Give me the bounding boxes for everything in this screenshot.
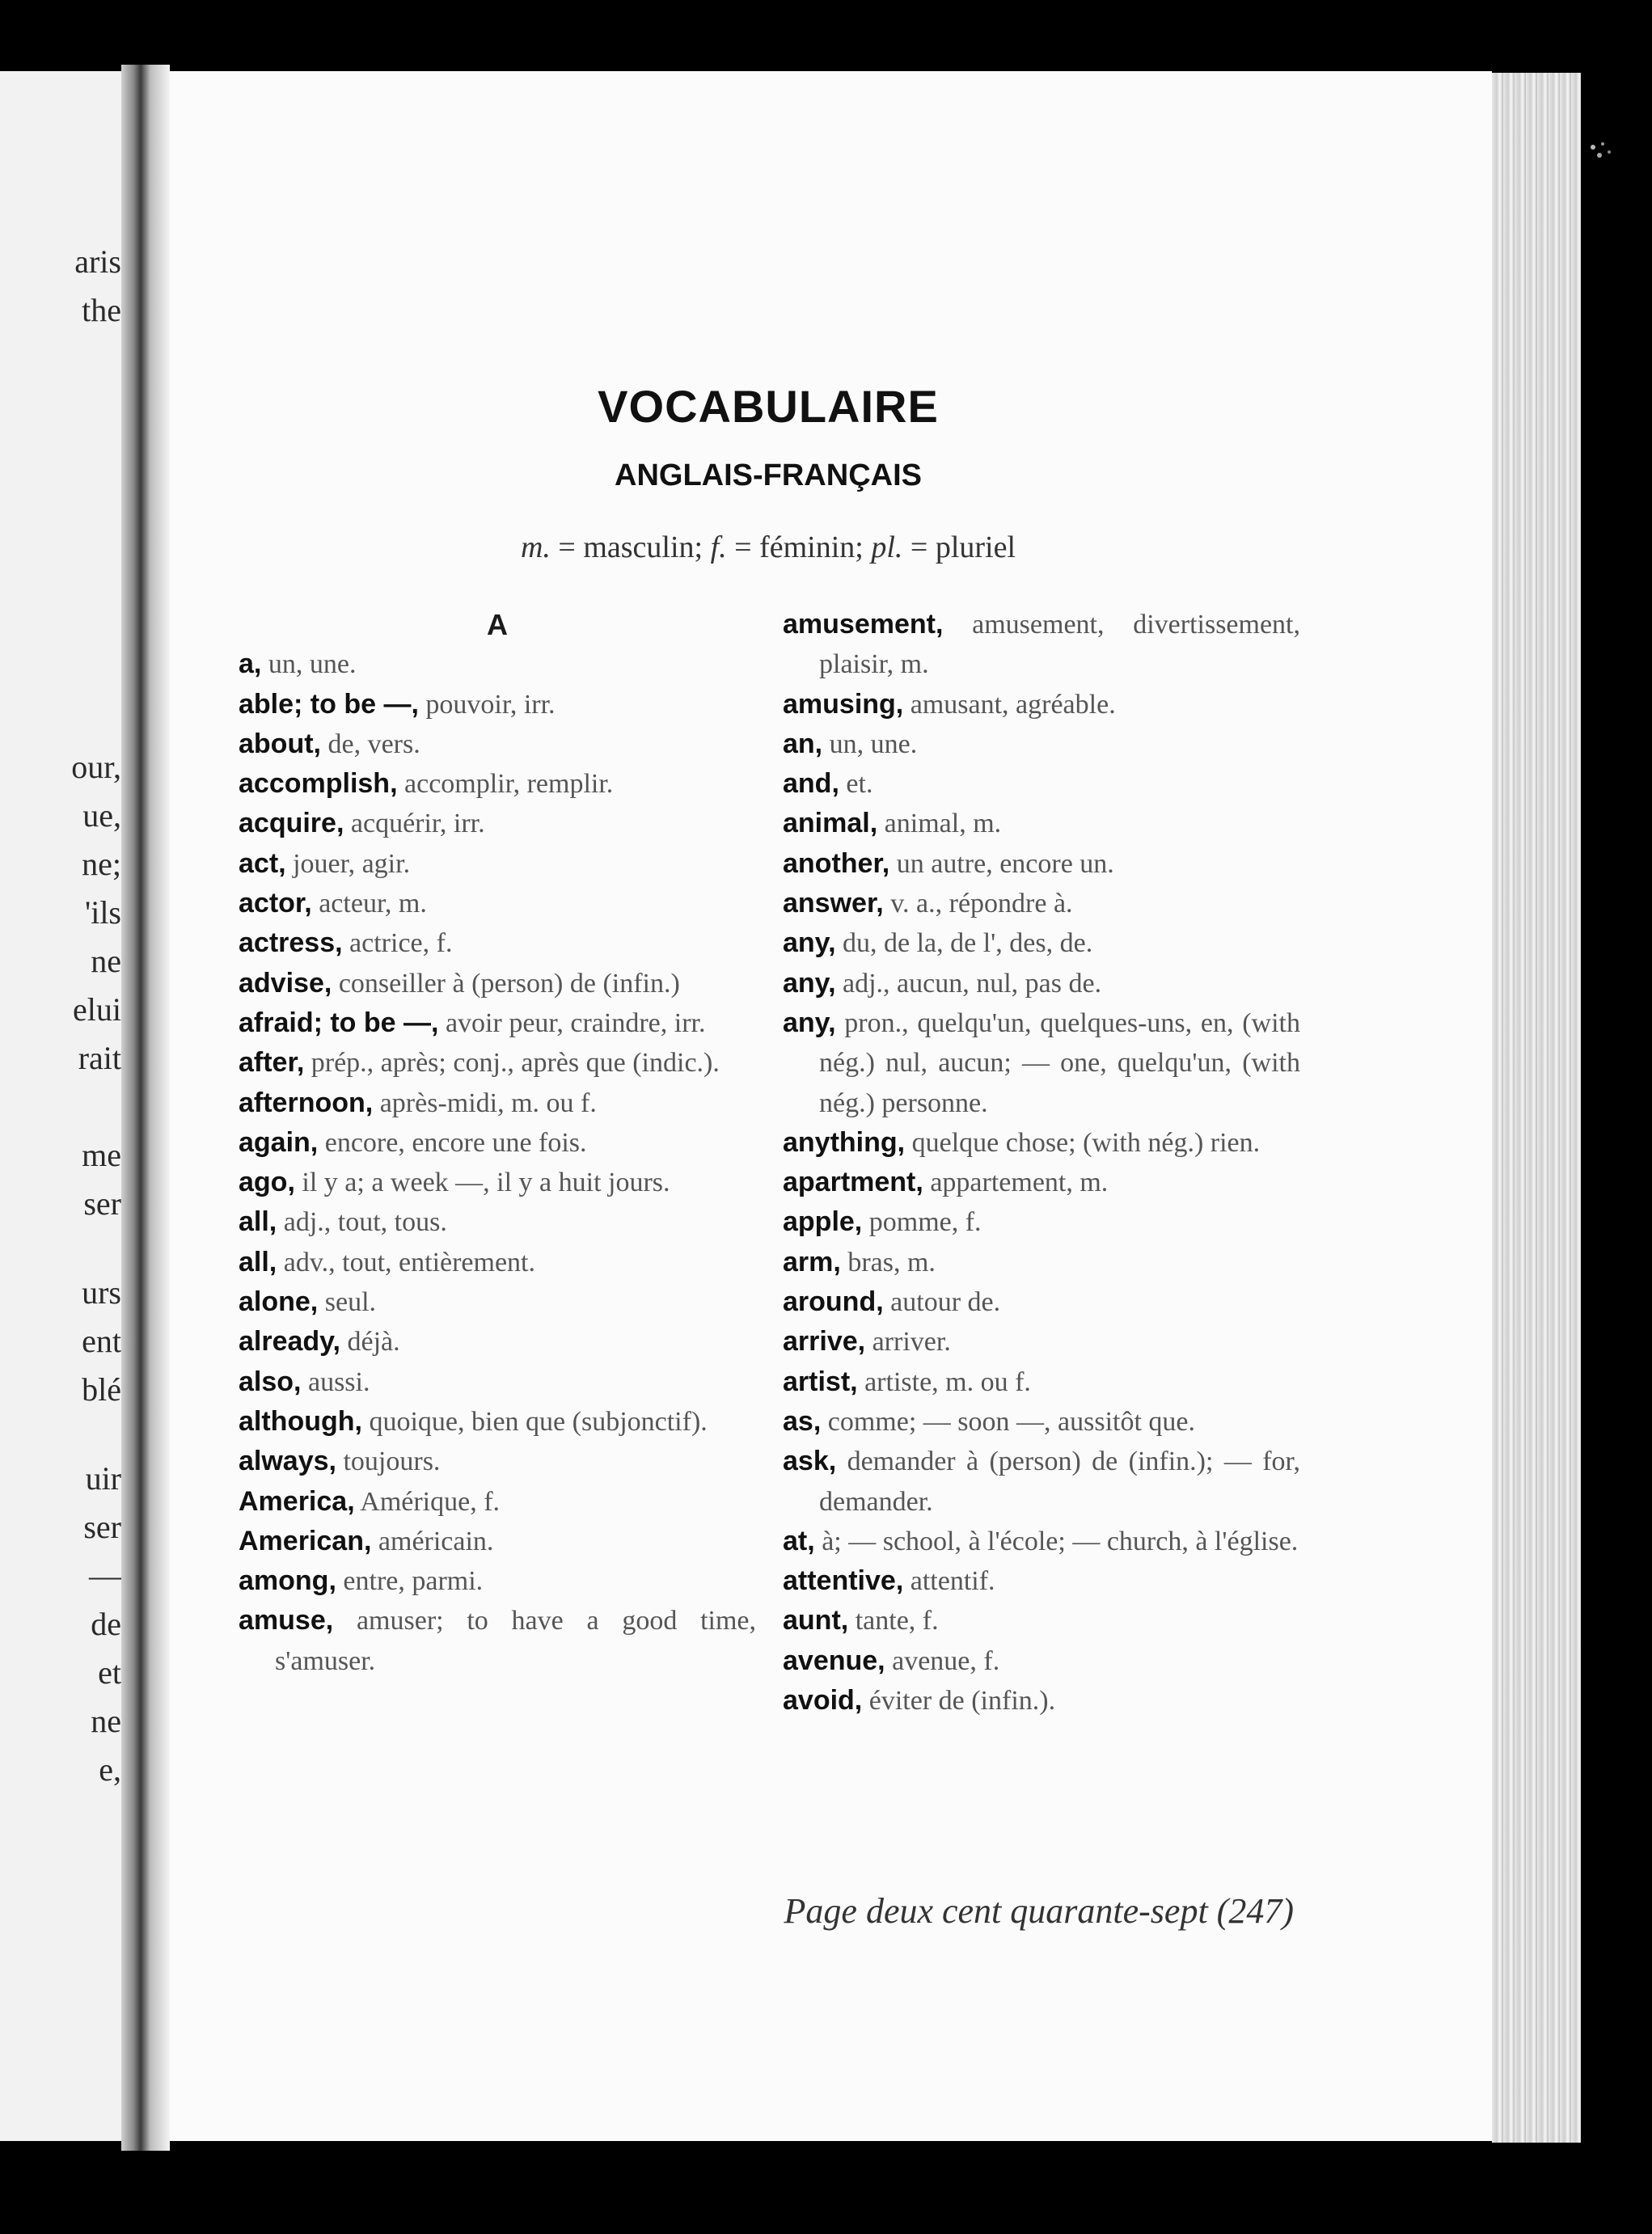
facing-page-fragment: — <box>89 1557 121 1594</box>
entry-headword: amusement, <box>783 609 944 640</box>
vocab-entry <box>239 844 756 884</box>
vocab-entry <box>239 1442 756 1481</box>
entry-translation: de, vers. <box>327 728 420 759</box>
vocab-entry <box>239 1362 756 1402</box>
facing-page-fragment: the <box>82 292 121 328</box>
entry-headword: already, <box>239 1326 341 1358</box>
page-edges <box>1492 73 1581 2143</box>
vocab-entry <box>239 1402 756 1442</box>
entry-translation: un, une. <box>829 728 918 759</box>
entry-translation: autour de. <box>890 1287 1001 1318</box>
vocab-entry <box>239 644 756 684</box>
page-footer: Page deux cent quarante-sept (247) <box>784 1891 1294 1931</box>
entry-headword: anything, <box>783 1126 906 1158</box>
entry-translation: animal, m. <box>884 809 1002 839</box>
entry-translation: un autre, encore un. <box>896 848 1114 879</box>
entry-translation: et. <box>846 769 873 800</box>
entry-headword: acquire, <box>239 808 344 839</box>
facing-page-fragment: e, <box>99 1751 121 1788</box>
vocab-entry <box>783 964 1300 1003</box>
entry-headword: apartment, <box>783 1167 923 1198</box>
vocab-entry <box>783 844 1300 884</box>
vocab-entry <box>239 923 756 963</box>
entry-headword: an, <box>783 728 823 759</box>
entry-translation: Amérique, f. <box>360 1486 501 1517</box>
vocab-entry <box>239 1043 756 1083</box>
entry-translation: déjà. <box>347 1327 400 1358</box>
entry-translation: demander à (person) de (infin.); — for, demander. <box>819 1446 1300 1517</box>
vocab-entry <box>239 884 756 923</box>
entry-translation: un, une. <box>268 649 357 680</box>
facing-page-fragment: et <box>98 1654 121 1691</box>
entry-headword: amuse, <box>239 1605 334 1636</box>
vocab-entry <box>239 685 756 724</box>
entry-headword: also, <box>239 1366 302 1397</box>
entry-translation: conseiller à (person) de (infin.) <box>338 968 680 999</box>
vocab-entry <box>239 1243 756 1282</box>
vocab-entry <box>783 1243 1300 1282</box>
entry-translation: bras, m. <box>847 1247 936 1277</box>
vocab-entry <box>239 1123 756 1163</box>
entry-translation: amusant, agréable. <box>910 689 1116 720</box>
entry-headword: apple, <box>783 1206 863 1238</box>
vocab-entry <box>783 1522 1300 1561</box>
facing-page-fragment: rait <box>78 1040 121 1076</box>
entry-headword: answer, <box>783 888 884 919</box>
vocab-entry <box>239 1522 756 1561</box>
entry-headword: another, <box>783 847 890 879</box>
entry-translation: adv., tout, entièrement. <box>283 1247 535 1277</box>
entry-headword: advise, <box>239 967 332 999</box>
legend-f-abbr: f. <box>710 530 727 564</box>
right-column <box>783 605 1300 1721</box>
page-title: VOCABULAIRE <box>598 381 939 432</box>
entry-headword: again, <box>239 1126 319 1158</box>
facing-page-fragment: aris <box>74 243 121 280</box>
vocab-entry <box>783 1561 1300 1601</box>
entry-translation: pron., quelqu'un, quelques-uns, en, (with nég.) nul, aucun; — one, quelqu'un, (with nég.) personne. <box>819 1007 1300 1118</box>
entry-headword: America, <box>239 1485 355 1517</box>
facing-page-fragment: uir <box>85 1460 121 1497</box>
entry-headword: able; to be —, <box>239 688 419 720</box>
entry-translation: pouvoir, irr. <box>425 689 556 720</box>
entry-translation: tante, f. <box>855 1606 939 1636</box>
facing-page-fragment: ne; <box>82 846 121 882</box>
entry-headword: aunt, <box>783 1605 849 1636</box>
entry-translation: après-midi, m. ou f. <box>379 1087 597 1118</box>
legend-f-def: = féminin; <box>734 530 864 564</box>
entry-translation: prép., après; conj., après que (indic.). <box>311 1048 720 1079</box>
vocab-entry <box>783 884 1300 923</box>
facing-page-fragment: me <box>82 1137 121 1173</box>
entry-headword: always, <box>239 1446 336 1477</box>
vocab-entry <box>783 1003 1300 1123</box>
vocab-entry <box>783 1601 1300 1641</box>
entry-headword: as, <box>783 1405 822 1437</box>
facing-page <box>0 71 121 2141</box>
vocab-entry <box>783 804 1300 843</box>
vocab-entry <box>783 764 1300 804</box>
entry-headword: animal, <box>783 808 878 839</box>
entry-translation: adj., tout, tous. <box>283 1207 447 1238</box>
entry-headword: although, <box>239 1405 362 1437</box>
facing-page-fragment: 'ils <box>85 894 121 931</box>
entry-translation: quoique, bien que (subjonctif). <box>369 1406 708 1437</box>
vocab-entry <box>783 923 1300 963</box>
entry-headword: attentive, <box>783 1565 904 1597</box>
entry-translation: amuser; to have a good time, s'amuser. <box>275 1606 757 1676</box>
vocab-entry <box>783 1202 1300 1242</box>
vocab-entry <box>783 1442 1300 1522</box>
vocab-entry <box>783 1322 1300 1362</box>
entry-translation: entre, parmi. <box>343 1566 484 1597</box>
entry-translation: attentif. <box>910 1566 995 1597</box>
entry-headword: about, <box>239 728 321 759</box>
entry-headword: American, <box>239 1525 372 1556</box>
entry-headword: all, <box>239 1246 277 1277</box>
entry-translation: avenue, f. <box>892 1645 1000 1676</box>
vocab-entry <box>239 724 756 764</box>
vocab-entry <box>239 1202 756 1242</box>
entry-translation: amusement, divertissement, plaisir, m. <box>819 610 1300 680</box>
entry-translation: arriver. <box>872 1327 951 1358</box>
entry-translation: il y a; a week —, il y a huit jours. <box>302 1168 670 1198</box>
entry-headword: any, <box>783 927 836 959</box>
entry-headword: any, <box>783 967 836 999</box>
vocab-entry <box>239 804 756 843</box>
vocab-entry <box>783 685 1300 724</box>
entry-translation: toujours. <box>343 1446 441 1477</box>
entry-translation: accomplir, remplir. <box>404 769 614 800</box>
legend-m-abbr: m. <box>520 530 551 564</box>
vocab-entry <box>783 724 1300 764</box>
entry-translation: appartement, m. <box>930 1168 1109 1198</box>
facing-page-fragment: our, <box>71 749 121 785</box>
entry-headword: ago, <box>239 1167 295 1198</box>
facing-page-fragment: ser <box>83 1185 121 1222</box>
entry-headword: afraid; to be —, <box>239 1007 439 1038</box>
entry-headword: any, <box>783 1007 836 1038</box>
facing-page-fragment: ue, <box>82 797 121 834</box>
vocab-entry <box>783 1123 1300 1163</box>
facing-page-fragment: ser <box>83 1509 121 1545</box>
entry-headword: arm, <box>783 1246 841 1277</box>
entry-translation: artiste, m. ou f. <box>864 1366 1031 1397</box>
vocab-entry <box>783 1681 1300 1721</box>
entry-headword: after, <box>239 1047 305 1079</box>
entry-headword: actor, <box>239 888 312 919</box>
entry-translation: acteur, m. <box>319 889 427 919</box>
entry-translation: avoir peur, craindre, irr. <box>445 1007 706 1038</box>
entry-headword: artist, <box>783 1366 858 1397</box>
entry-headword: avoid, <box>783 1685 863 1717</box>
legend-m-def: = masculin; <box>558 530 703 564</box>
entry-headword: arrive, <box>783 1326 866 1358</box>
entry-headword: around, <box>783 1286 884 1318</box>
vocab-entry <box>239 1163 756 1202</box>
vocab-entry <box>239 1282 756 1322</box>
vocab-entry <box>239 1083 756 1123</box>
entry-translation: v. a., répondre à. <box>890 889 1073 919</box>
vocab-entry <box>783 1163 1300 1202</box>
entry-translation: jouer, agir. <box>293 848 411 879</box>
entry-headword: among, <box>239 1565 336 1597</box>
entry-translation: acquérir, irr. <box>350 809 485 839</box>
entry-translation: quelque chose; (with nég.) rien. <box>911 1127 1261 1158</box>
vocab-entry <box>239 1322 756 1362</box>
entry-headword: and, <box>783 768 839 800</box>
vocab-entry <box>239 1601 756 1681</box>
facing-page-fragment: ne <box>91 943 121 979</box>
vocab-entry <box>783 1362 1300 1402</box>
left-entry-list <box>239 644 756 1681</box>
legend-pl-abbr: pl. <box>871 530 903 564</box>
vocab-entry <box>783 1641 1300 1681</box>
facing-page-fragment: ne <box>91 1703 121 1739</box>
vocab-entry <box>239 964 756 1003</box>
dust-speck-icon <box>1585 137 1617 170</box>
facing-page-fragment: elui <box>73 991 121 1028</box>
book-gutter <box>121 65 170 2151</box>
entry-headword: all, <box>239 1206 277 1238</box>
facing-page-fragment: de <box>91 1606 121 1642</box>
page-subtitle: ANGLAIS-FRANÇAIS <box>615 458 922 492</box>
legend-pl-def: = pluriel <box>910 530 1016 564</box>
vocab-entry <box>239 764 756 804</box>
entry-headword: afternoon, <box>239 1087 374 1118</box>
section-letter: A <box>487 608 508 641</box>
entry-headword: avenue, <box>783 1645 885 1676</box>
entry-translation: adj., aucun, nul, pas de. <box>843 968 1102 999</box>
entry-translation: encore, encore une fois. <box>324 1127 587 1158</box>
entry-headword: at, <box>783 1525 815 1556</box>
abbreviation-legend <box>170 530 1367 565</box>
facing-page-fragment: ent <box>82 1323 121 1359</box>
vocab-entry <box>239 1003 756 1043</box>
entry-translation: aussi. <box>307 1366 370 1397</box>
facing-page-fragment: blé <box>82 1371 121 1408</box>
entry-translation: américain. <box>378 1526 494 1556</box>
entry-headword: accomplish, <box>239 768 398 800</box>
entry-translation: comme; — soon —, aussitôt que. <box>827 1406 1196 1437</box>
entry-headword: actress, <box>239 927 343 959</box>
entry-headword: ask, <box>783 1446 837 1477</box>
vocab-entry <box>239 1561 756 1601</box>
entry-headword: amusing, <box>783 688 904 720</box>
entry-headword: alone, <box>239 1286 319 1318</box>
entry-translation: seul. <box>324 1287 377 1318</box>
entry-translation: actrice, f. <box>349 928 453 959</box>
vocab-entry <box>783 605 1300 685</box>
entry-translation: éviter de (infin.). <box>868 1686 1056 1717</box>
facing-page-fragment: urs <box>82 1274 121 1311</box>
entry-headword: act, <box>239 847 286 879</box>
entry-translation: à; — school, à l'école; — church, à l'église. <box>822 1526 1299 1556</box>
vocab-entry <box>783 1402 1300 1442</box>
right-entry-list <box>783 605 1300 1721</box>
entry-translation: pomme, f. <box>868 1207 982 1238</box>
entry-headword: a, <box>239 648 262 680</box>
left-column <box>239 605 756 1681</box>
vocab-entry <box>783 1282 1300 1322</box>
vocab-entry <box>239 1482 756 1522</box>
entry-translation: du, de la, de l', des, de. <box>843 928 1093 959</box>
